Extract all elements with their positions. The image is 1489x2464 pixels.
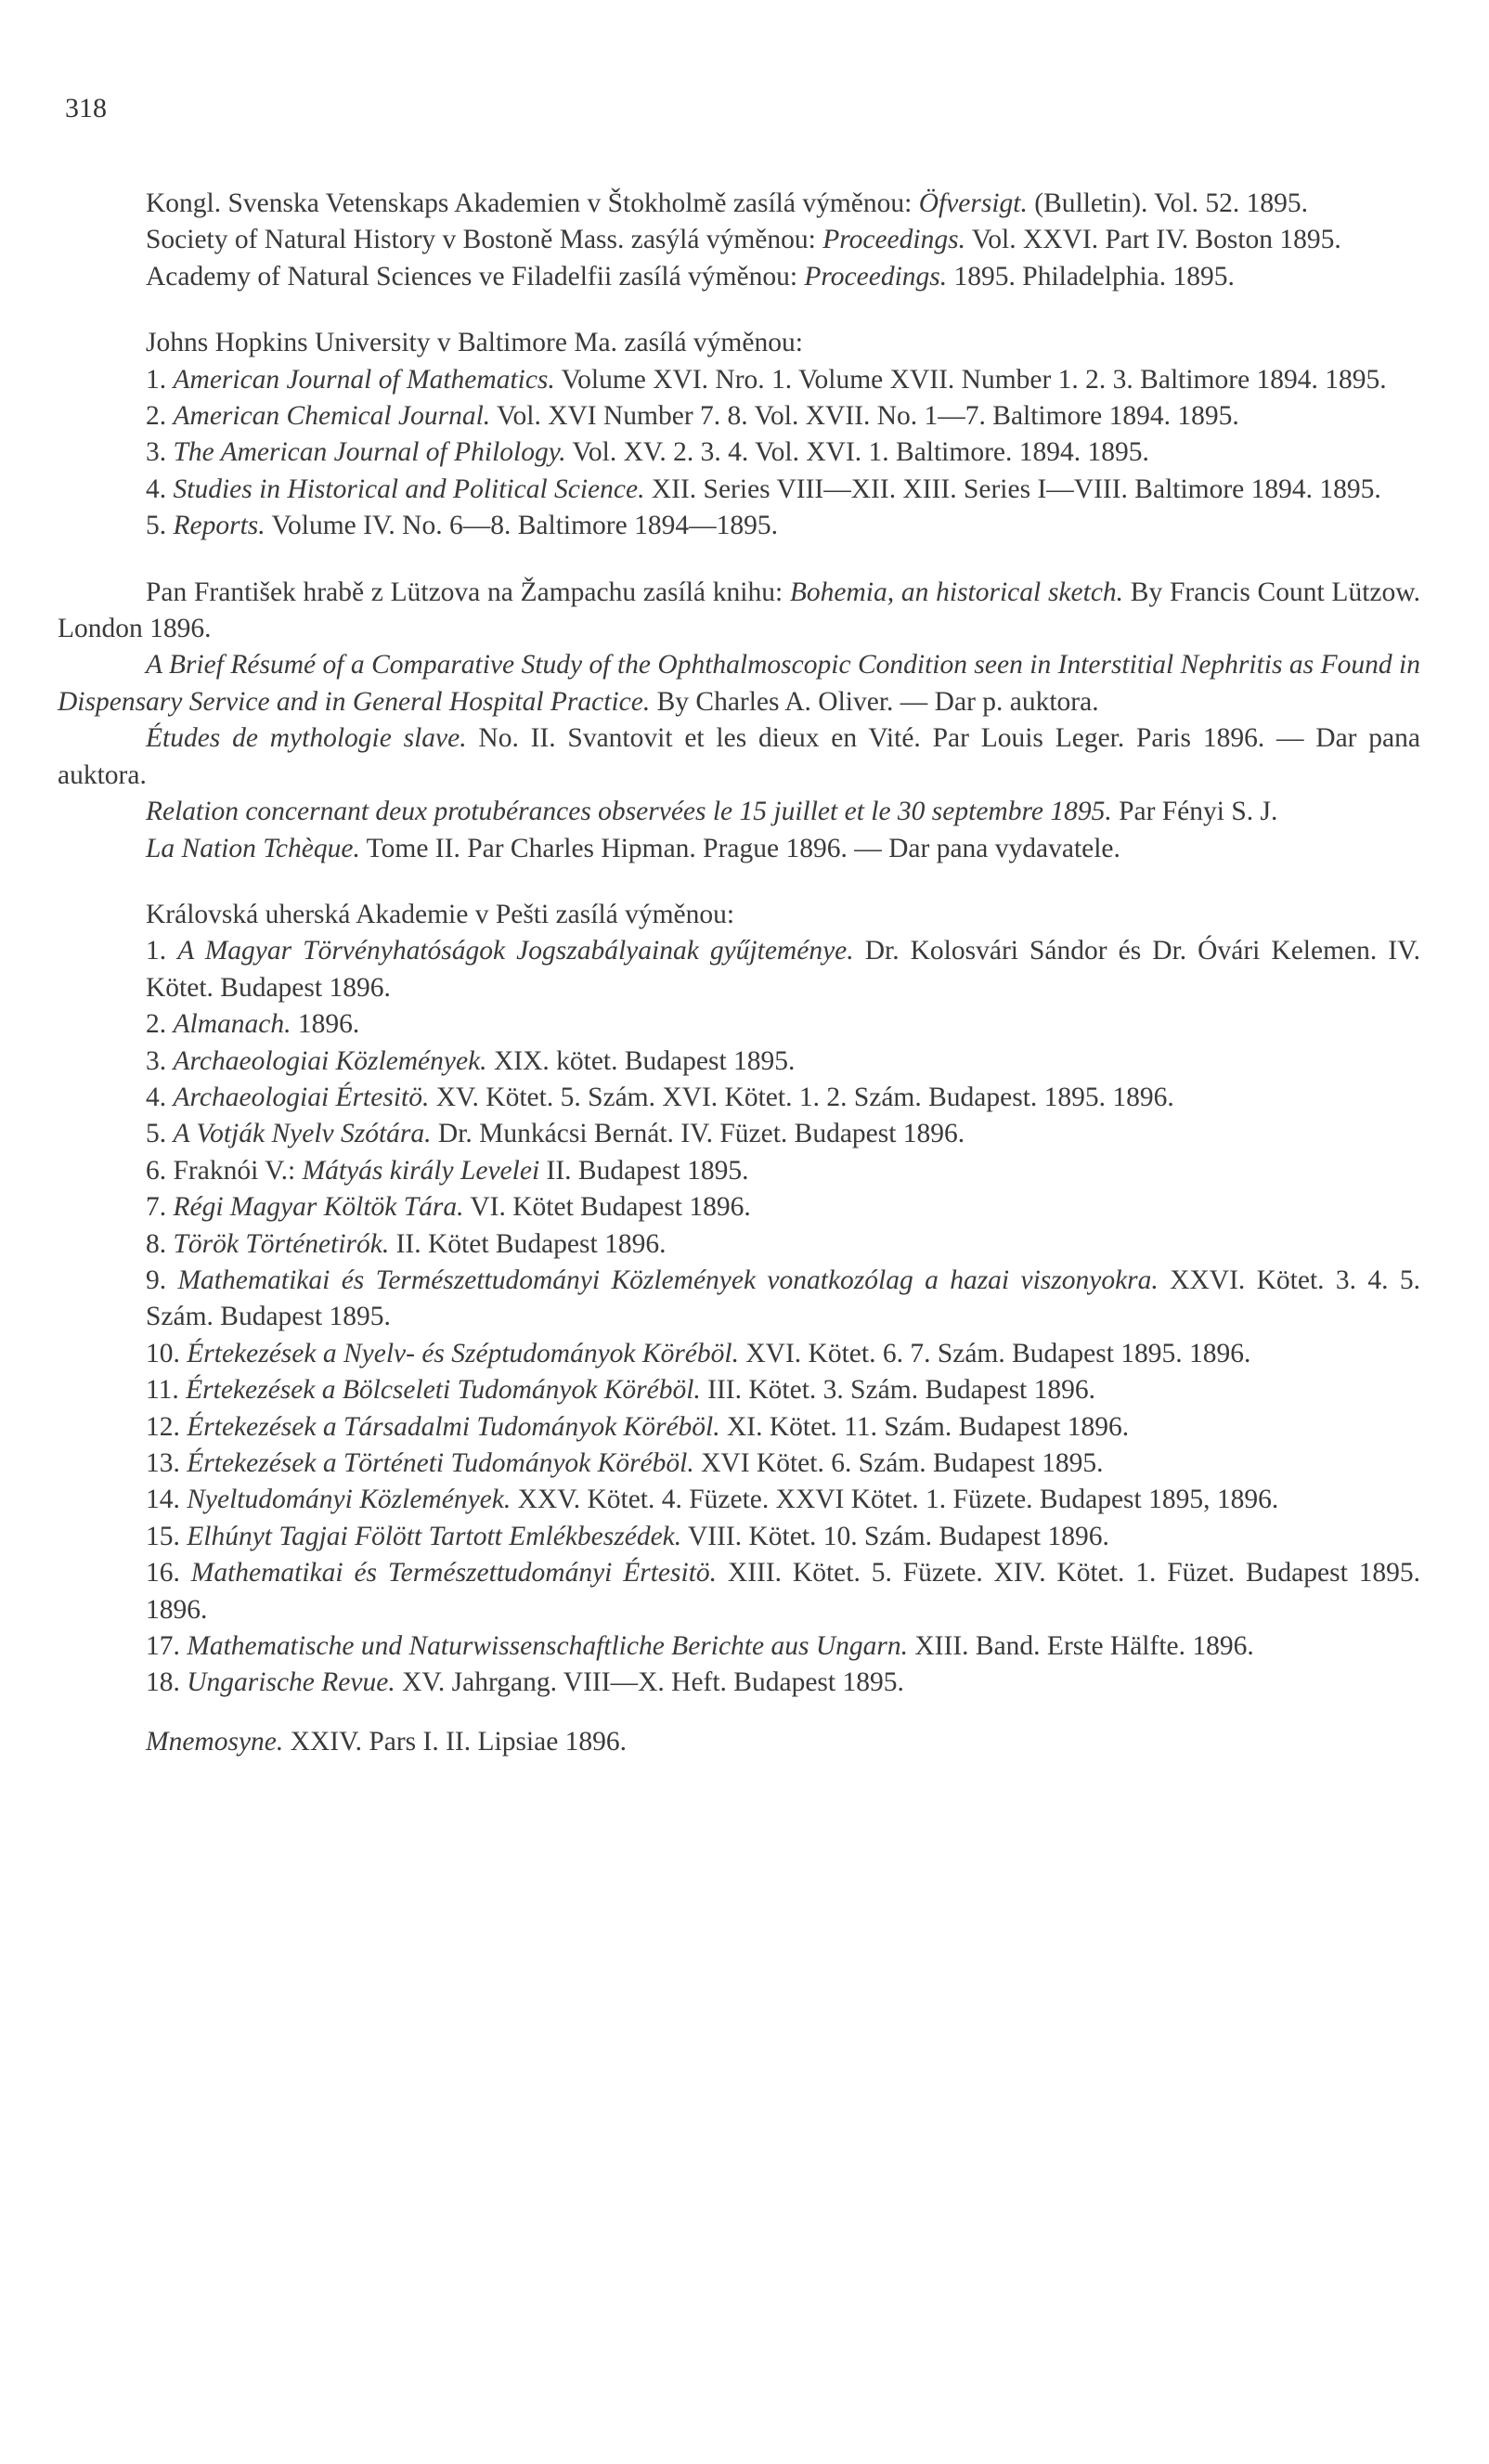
- text-run: 5.: [146, 511, 174, 541]
- text-run: XXIV. Pars I. II. Lipsiae 1896.: [283, 1726, 628, 1757]
- italic-title: Études de mythologie slave.: [146, 723, 467, 754]
- text-run: (Bulletin). Vol. 52. 1895.: [1027, 188, 1309, 218]
- italic-title: Mathematikai és Természettudományi Értesitö.: [190, 1558, 718, 1589]
- text-run: XIII. Kötet. 5. Füzete. XIV. Kötet. 1. Füzet. Budapest 1895. 1896.: [146, 1558, 1421, 1625]
- text-run: 2.: [146, 1009, 174, 1040]
- italic-title: Ungarische Revue.: [187, 1667, 395, 1698]
- italic-title: A Votják Nyelv Szótára.: [173, 1119, 432, 1149]
- list-item: [58, 1555, 1420, 1628]
- text-run: 11.: [146, 1375, 187, 1406]
- italic-title: Proceedings.: [822, 225, 965, 255]
- text-run: VIII. Kötet. 10. Szám. Budapest 1896.: [681, 1521, 1109, 1551]
- text-run: 3.: [146, 437, 174, 468]
- list-item: [58, 398, 1420, 434]
- text-run: XVI Kötet. 6. Szám. Budapest 1895.: [693, 1448, 1104, 1478]
- list-item: [58, 1044, 1420, 1080]
- text-run: Tome II. Par Charles Hipman. Prague 1896. — Dar pana vydavatele.: [359, 833, 1120, 863]
- text-run: 7.: [146, 1192, 174, 1223]
- italic-title: Elhúnyt Tagjai Fölött Tartott Emlékbeszédek.: [187, 1521, 682, 1551]
- list-item: [58, 1080, 1420, 1116]
- text-run: XV. Kötet. 5. Szám. XVI. Kötet. 1. 2. Szám. Budapest. 1895. 1896.: [429, 1082, 1174, 1112]
- list-item: [58, 1153, 1420, 1189]
- list-item: [58, 362, 1420, 398]
- text-run: 5.: [146, 1119, 174, 1149]
- list-item: [58, 1189, 1420, 1226]
- italic-title: American Chemical Journal.: [173, 401, 491, 432]
- text-run: 15.: [146, 1521, 188, 1551]
- italic-title: Proceedings.: [804, 261, 948, 292]
- text-run: Volume IV. No. 6—8. Baltimore 1894—1895.: [265, 511, 778, 541]
- text-run: Dr. Kolosvári Sándor és Dr. Óvári Kelemen. IV. Kötet. Budapest 1896.: [146, 936, 1421, 1003]
- italic-title: A Brief Résumé of a Comparative Study of the Ophthalmoscopic Condition seen in Interstitial Nephritis as Found in Dispensary Service and in General Hospital Practice.: [58, 650, 1420, 717]
- italic-title: Bohemia, an historical sketch.: [789, 577, 1124, 607]
- text-run: XIX. kötet. Budapest 1895.: [486, 1045, 796, 1076]
- text-run: VI. Kötet Budapest 1896.: [463, 1192, 751, 1223]
- text-run: XXVI. Kötet. 3. 4. 5. Szám. Budapest 1895.: [146, 1264, 1420, 1332]
- list-item: [58, 1519, 1420, 1555]
- italic-title: Mátyás király Levelei: [302, 1155, 540, 1186]
- list-item: [58, 1116, 1420, 1152]
- text-run: Dr. Munkácsi Bernát. IV. Füzet. Budapest 1896.: [431, 1119, 965, 1149]
- text-run: 2.: [146, 401, 174, 432]
- list-item: [58, 1336, 1420, 1372]
- text-run: No. II. Svantovit et les dieux en Vité. Par Louis Leger. Paris 1896. — Dar pana auktora.: [58, 723, 1420, 790]
- text-run: By Charles A. Oliver. — Dar p. auktora.: [650, 686, 1099, 717]
- paragraph: [58, 794, 1420, 830]
- page-number: 318: [65, 93, 107, 123]
- list-item: [58, 1263, 1420, 1336]
- text-run: 13.: [146, 1448, 188, 1478]
- italic-title: Török Történetirók.: [173, 1228, 390, 1259]
- text-run: 17.: [146, 1631, 188, 1662]
- text-run: XII. Series VIII—XII. XIII. Series I—VIII. Baltimore 1894. 1895.: [644, 473, 1381, 504]
- italic-title: Relation concernant deux protubérances observées le 15 juillet et le 30 septembre 1895.: [146, 797, 1112, 827]
- list-item: [58, 1006, 1420, 1043]
- italic-title: Almanach.: [173, 1009, 291, 1040]
- list-item: [58, 472, 1420, 508]
- text-run: Par Fényi S. J.: [1111, 797, 1278, 827]
- list-item: [58, 1446, 1420, 1482]
- text-run: 1.: [146, 364, 174, 395]
- text-run: 4.: [146, 1082, 174, 1112]
- list-item: [58, 933, 1420, 1006]
- text-run: Society of Natural History v Bostoně Mass. zasýlá výměnou:: [146, 225, 823, 255]
- paragraph: [58, 325, 1420, 361]
- italic-title: Értekezések a Társadalmi Tudományok Köréböl.: [187, 1411, 720, 1442]
- text-run: Vol. XV. 2. 3. 4. Vol. XVI. 1. Baltimore. 1894. 1895.: [565, 437, 1149, 468]
- text-run: 1.: [146, 936, 178, 966]
- italic-title: Archaeologiai Közlemények.: [173, 1045, 487, 1076]
- list-item: [58, 1482, 1420, 1518]
- text-run: Pan František hrabě z Lützova na Žampachu zasílá knihu:: [146, 577, 790, 607]
- italic-title: Mnemosyne.: [146, 1726, 284, 1757]
- list-item: [58, 508, 1420, 544]
- italic-title: Értekezések a Nyelv- és Széptudományok Köréböl.: [187, 1338, 739, 1368]
- paragraph: [58, 831, 1420, 867]
- italic-title: Mathematische und Naturwissenschaftliche Berichte aus Ungarn.: [187, 1631, 908, 1662]
- text-run: 9.: [146, 1264, 178, 1295]
- italic-title: Reports.: [173, 511, 265, 541]
- document-body: [58, 186, 1420, 1760]
- text-run: 16.: [146, 1558, 191, 1589]
- italic-title: Mathematikai és Természettudományi Közlemények vonatkozólag a hazai viszonyokra.: [177, 1264, 1159, 1295]
- paragraph: [58, 222, 1420, 258]
- text-run: 4.: [146, 473, 174, 504]
- italic-title: Értekezések a Bölcseleti Tudományok Köréböl.: [186, 1375, 701, 1406]
- text-run: XI. Kötet. 11. Szám. Budapest 1896.: [719, 1411, 1130, 1442]
- italic-title: Értekezések a Történeti Tudományok Köréböl.: [187, 1448, 694, 1478]
- paragraph: [58, 259, 1420, 295]
- text-run: Vol. XVI Number 7. 8. Vol. XVII. No. 1—7. Baltimore 1894. 1895.: [490, 401, 1239, 432]
- list-item: [58, 1409, 1420, 1446]
- text-run: Johns Hopkins University v Baltimore Ma. zasílá výměnou:: [146, 328, 803, 358]
- list-item: [58, 434, 1420, 471]
- text-run: 1895. Philadelphia. 1895.: [947, 261, 1235, 292]
- text-run: 1896.: [291, 1009, 360, 1040]
- text-run: 8.: [146, 1228, 174, 1259]
- italic-title: Archaeologiai Értesitö.: [173, 1082, 430, 1112]
- text-run: 6. Fraknói V.:: [146, 1155, 303, 1186]
- paragraph: [58, 186, 1420, 222]
- text-run: 3.: [146, 1045, 174, 1076]
- italic-title: Öfversigt.: [918, 188, 1028, 218]
- paragraph: [58, 897, 1420, 933]
- italic-title: Régi Magyar Költök Tára.: [173, 1192, 464, 1223]
- paragraph: [58, 575, 1420, 648]
- italic-title: The American Journal of Philology.: [173, 437, 566, 468]
- text-run: Vol. XXVI. Part IV. Boston 1895.: [965, 225, 1341, 255]
- text-run: 18.: [146, 1667, 188, 1698]
- text-run: 10.: [146, 1338, 188, 1368]
- text-run: Kongl. Svenska Vetenskaps Akademien v Štokholmě zasílá výměnou:: [146, 188, 919, 218]
- italic-title: American Journal of Mathematics.: [173, 364, 555, 395]
- italic-title: A Magyar Törvényhatóságok Jogszabályainak gyűjteménye.: [177, 936, 854, 966]
- text-run: II. Budapest 1895.: [539, 1155, 749, 1186]
- paragraph: [58, 647, 1420, 720]
- text-run: XIII. Band. Erste Hälfte. 1896.: [908, 1631, 1254, 1662]
- italic-title: Studies in Historical and Political Science.: [173, 473, 645, 504]
- text-run: Královská uherská Akademie v Pešti zasílá výměnou:: [146, 899, 735, 929]
- text-run: XV. Jahrgang. VIII—X. Heft. Budapest 1895.: [395, 1667, 904, 1698]
- italic-title: Nyeltudományi Közlemények.: [187, 1485, 511, 1515]
- text-run: Academy of Natural Sciences ve Filadelfii zasílá výměnou:: [146, 261, 805, 292]
- closing-entry: [58, 1724, 1420, 1760]
- text-run: 12.: [146, 1411, 188, 1442]
- list-item: [58, 1628, 1420, 1665]
- list-item: [58, 1226, 1420, 1263]
- text-run: 14.: [146, 1485, 188, 1515]
- list-item: [58, 1372, 1420, 1408]
- italic-title: La Nation Tchèque.: [146, 833, 360, 863]
- list-item: [58, 1665, 1420, 1701]
- text-run: II. Kötet Budapest 1896.: [389, 1228, 667, 1259]
- text-run: Volume XVI. Nro. 1. Volume XVII. Number 1. 2. 3. Baltimore 1894. 1895.: [554, 364, 1387, 395]
- text-run: By Francis Count Lützow. London 1896.: [58, 577, 1420, 644]
- paragraph: [58, 720, 1420, 794]
- text-run: XVI. Kötet. 6. 7. Szám. Budapest 1895. 1896.: [738, 1338, 1251, 1368]
- text-run: XXV. Kötet. 4. Füzete. XXVI Kötet. 1. Füzete. Budapest 1895, 1896.: [511, 1485, 1279, 1515]
- text-run: III. Kötet. 3. Szám. Budapest 1896.: [700, 1375, 1095, 1406]
